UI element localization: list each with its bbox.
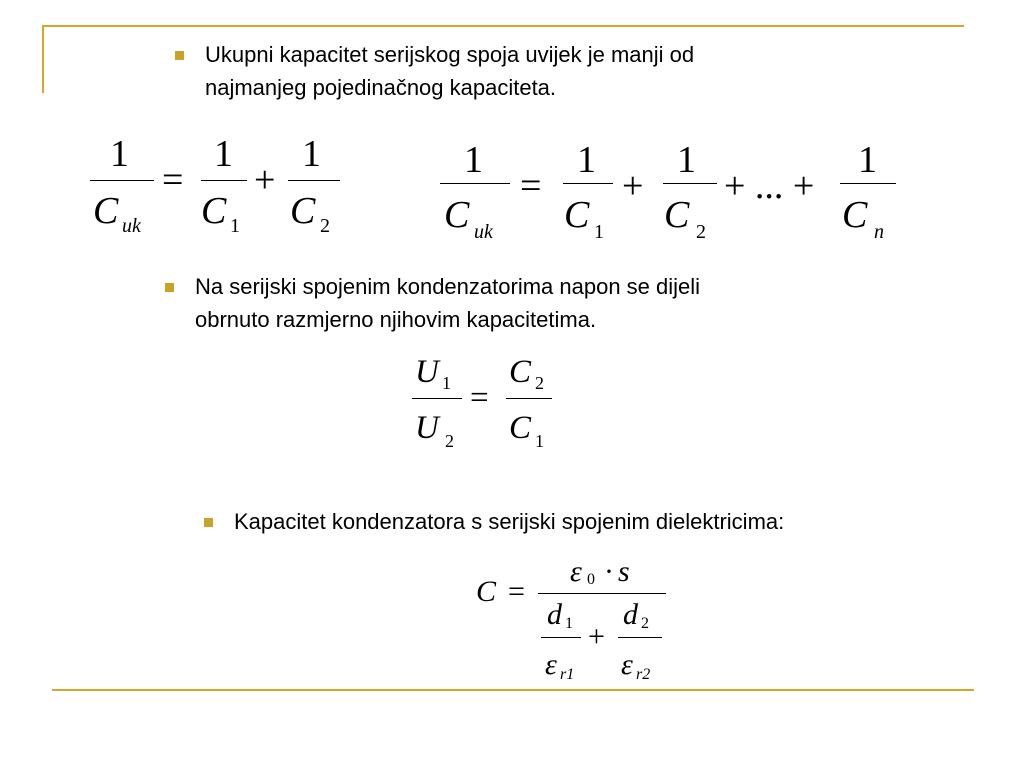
eq1-num3: 1 [302, 133, 321, 175]
eq2-num3: 1 [677, 139, 696, 181]
bullet-text-line2: najmanjeg pojedinačnog kapaciteta. [205, 75, 557, 100]
eq4-d2-sub: 2 [641, 615, 649, 632]
eq4-er1-sub: r1 [560, 666, 575, 683]
eq4-equals: = [508, 575, 525, 608]
eq2-bar2 [563, 183, 613, 184]
eq2-num1: 1 [464, 139, 483, 181]
eq2-equals: = [520, 165, 542, 207]
eq1-num2: 1 [214, 133, 233, 175]
eq4-lhs: C [476, 575, 497, 608]
eq4-bar-right [618, 637, 662, 638]
eq3-den-c-sub: 1 [535, 431, 544, 451]
eq1-num1: 1 [110, 133, 129, 175]
eq2-dots: + ... + [724, 165, 815, 207]
eq2-den4: C [842, 194, 868, 236]
eq1-den3-sub: 2 [320, 215, 330, 237]
eq4-main-bar [538, 593, 666, 594]
eq2-den3-sub: 2 [696, 221, 706, 243]
eq4-er1: ε [545, 648, 557, 681]
eq4-dot: · [604, 555, 614, 588]
eq2-bar3 [663, 183, 717, 184]
eq3-num-u: U [415, 354, 439, 390]
equation-series-two [88, 130, 348, 240]
bullet-text-line1: Na serijski spojenim kondenzatorima napon se dijeli [195, 274, 701, 299]
eq3-bar-right [506, 398, 552, 399]
eq1-plus: + [254, 159, 276, 201]
eq2-den1: C [444, 194, 470, 236]
eq4-er2: ε [621, 648, 633, 681]
bullet-square-icon [175, 51, 184, 60]
eq2-bar1 [440, 183, 510, 184]
eq3-den-u: U [415, 410, 439, 446]
eq4-bar-left [541, 637, 581, 638]
eq4-d1: d [547, 598, 562, 631]
eq4-eps0: ε [570, 555, 582, 588]
eq2-den4-sub: n [874, 221, 884, 243]
eq3-equals: = [470, 380, 489, 416]
eq1-den2: C [201, 190, 227, 232]
eq1-equals: = [162, 159, 184, 201]
eq2-num2: 1 [577, 139, 596, 181]
bullet-text-line2: obrnuto razmjerno njihovim kapacitetima. [195, 307, 597, 332]
eq1-bar1 [90, 180, 154, 181]
eq2-den1-sub: uk [474, 221, 493, 243]
eq1-den1: C [93, 190, 119, 232]
eq1-bar3 [288, 180, 340, 181]
eq2-plus1: + [622, 165, 644, 207]
eq1-den2-sub: 1 [230, 215, 240, 237]
eq2-den3: C [664, 194, 690, 236]
bullet-text-line1: Kapacitet kondenzatora s serijski spojenim dielektricima: [234, 509, 785, 534]
bullet-square-icon [204, 518, 213, 527]
bullet-square-icon [165, 283, 174, 292]
eq2-num4: 1 [858, 139, 877, 181]
eq1-den3: C [290, 190, 316, 232]
eq3-den-c: C [509, 410, 532, 446]
frame-left-line [42, 25, 44, 93]
eq4-d1-sub: 1 [565, 615, 573, 632]
eq4-eps0-sub: 0 [587, 571, 595, 588]
equation-voltage-ratio [412, 352, 562, 452]
eq2-bar4 [840, 183, 896, 184]
frame-top-line [42, 25, 964, 27]
eq4-plus: + [588, 620, 605, 653]
eq4-d2: d [623, 598, 638, 631]
eq4-er2-sub: r2 [636, 666, 651, 683]
eq3-den-u-sub: 2 [445, 431, 454, 451]
eq2-den2: C [564, 194, 590, 236]
eq3-num-u-sub: 1 [442, 373, 451, 393]
eq3-num-c: C [509, 354, 532, 390]
bullet-text-line1: Ukupni kapacitet serijskog spoja uvijek je manji od [205, 42, 695, 67]
eq2-den2-sub: 1 [594, 221, 604, 243]
equation-series-n [438, 136, 908, 246]
eq4-s: s [618, 555, 630, 588]
eq1-den1-sub: uk [122, 215, 141, 237]
eq3-num-c-sub: 2 [535, 373, 544, 393]
equation-capacitance-dielectrics [476, 552, 676, 692]
eq1-bar2 [201, 180, 247, 181]
eq3-bar-left [412, 398, 462, 399]
